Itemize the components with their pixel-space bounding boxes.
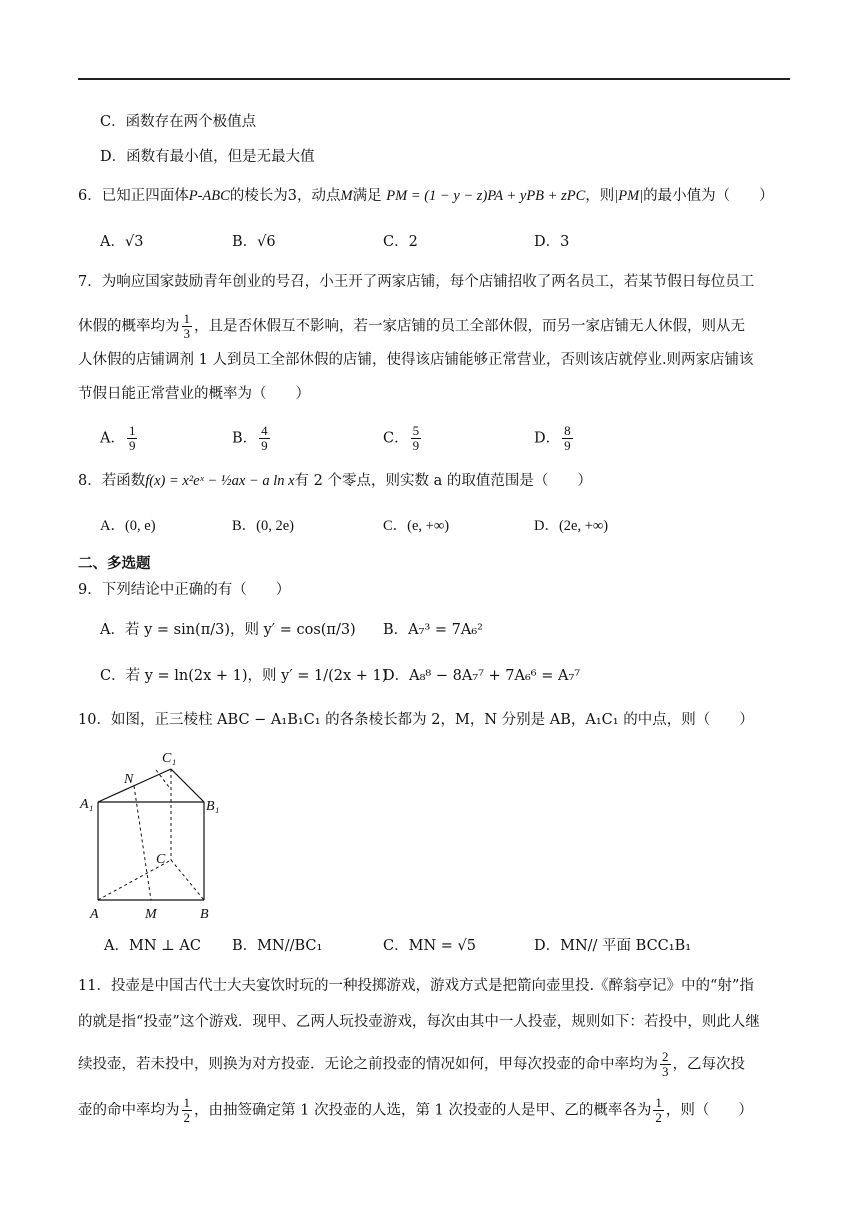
label-m: M [145, 907, 157, 922]
q9-option-a: A．若 y = sin(π/3)，则 y′ = cos(π/3) [100, 622, 356, 638]
q9-option-d: D．A₈⁸ − 8A₇⁷ + 7A₆⁶ = A₇⁷ [383, 668, 581, 684]
q7-option-c: C． $\frac{5}{9}$ [383, 423, 420, 453]
q9-stem: 9．下列结论中正确的有（ ） [78, 582, 291, 598]
label-a: A [90, 907, 99, 922]
q8-option-a: A．(0, e) [100, 518, 156, 534]
q5-option-c: C．函数存在两个极值点 [100, 114, 257, 130]
label-b: B [200, 907, 209, 922]
q9-option-b: B．A₇³ = 7A₆² [383, 622, 483, 638]
q10-stem: 10．如图，正三棱柱 ABC − A₁B₁C₁ 的各条棱长都为 2，M，N 分别是 AB，A₁C₁ 的中点，则（ ） [78, 712, 754, 728]
q8-stem: 8．若函数f(x) = x²eˣ − ½ax − a ln x有 2 个零点，则实数 a 的取值范围是（ ） [78, 473, 592, 489]
q10-option-c: C．MN = √5 [383, 938, 476, 954]
q6-norm: |PM| [614, 188, 644, 204]
q9-option-c: C．若 y = ln(2x + 1)，则 y′ = 1/(2x + 1) [100, 668, 388, 684]
q10-option-d: D．MN// 平面 BCC₁B₁ [534, 938, 692, 954]
q6-option-d: D．3 [534, 234, 570, 250]
q6-stem: 6．已知正四面体P-ABC的棱长为3，动点M满足 PM = (1 − y − z)PA + yPB + zPC，则|PM|的最小值为（ ） [78, 188, 774, 204]
label-c1: C₁ [162, 751, 177, 766]
q8-option-c: C．(e, +∞) [383, 518, 450, 534]
q6-option-a: A．√3 [100, 234, 144, 250]
q6-option-c: C．2 [383, 234, 418, 250]
q8-option-b: B．(0, 2e) [232, 518, 295, 534]
q6-option-b: B．√6 [232, 234, 276, 250]
q7-line-1: 7．为响应国家鼓励青年创业的号召，小王开了两家店铺，每个店铺招收了两名员工，若某节假日每位员工 [78, 274, 755, 290]
q5-option-d: D．函数有最小值，但是无最大值 [100, 149, 315, 165]
prism-figure [76, 742, 236, 927]
q10-option-a: A．MN ⊥ AC [104, 938, 201, 954]
q11-line-3: 续投壶，若未投中，则换为对方投壶．无论之前投壶的情况如何，甲每次投壶的命中率均为 $\frac{2}{3}$ ，乙每次投 [78, 1049, 745, 1079]
q7-option-b: B． $\frac{4}{9}$ [232, 423, 268, 453]
q7-line-4: 节假日能正常营业的概率为（ ） [78, 386, 310, 402]
q6-vector-formula: PM = (1 − y − z)PA + yPB + zPC [386, 188, 586, 204]
section-heading-multiple-choice: 二、多选题 [78, 555, 151, 572]
q10-option-b: B．MN//BC₁ [232, 938, 323, 954]
q11-line-4: 壶的命中率均为 $\frac{1}{2}$ ，由抽签确定第 1 次投壶的人选，第 1 次投壶的人是甲、乙的概率各为 $\frac{1}{2}$ ，则（ ） [78, 1095, 753, 1125]
q7-option-d: D． $\frac{8}{9}$ [534, 423, 571, 453]
q11-line-2: 的就是指“投壶”这个游戏．现甲、乙两人玩投壶游戏，每次由其中一人投壶，规则如下：若投中，则此人继 [78, 1014, 760, 1030]
q7-option-a: A． $\frac{1}{9}$ [100, 423, 136, 453]
label-c: C [156, 852, 166, 867]
label-n: N [124, 772, 134, 787]
q7-fraction: $\frac{1}{3}$ [183, 311, 190, 341]
q7-line-3: 人休假的店铺调剂 1 人到员工全部休假的店铺，使得该店铺能够正常营业，否则该店就停业.则两家店铺该 [78, 352, 754, 368]
q8-function: f(x) = x²eˣ − ½ax − a ln x [145, 473, 295, 489]
q7-line-2: 休假的概率均为 $\frac{1}{3}$ ，且是否休假互不影响，若一家店铺的员工全部休假，而另一家店铺无人休假，则从无 [78, 311, 745, 341]
label-b1: B₁ [206, 799, 220, 814]
q8-option-d: D．(2e, +∞) [534, 518, 609, 534]
q11-line-1: 11．投壶是中国古代士大夫宴饮时玩的一种投掷游戏，游戏方式是把箭向壶里投.《醉翁亭记》中的“射”指 [78, 978, 754, 994]
label-a1: A₁ [80, 797, 94, 812]
header-rule [78, 78, 790, 80]
